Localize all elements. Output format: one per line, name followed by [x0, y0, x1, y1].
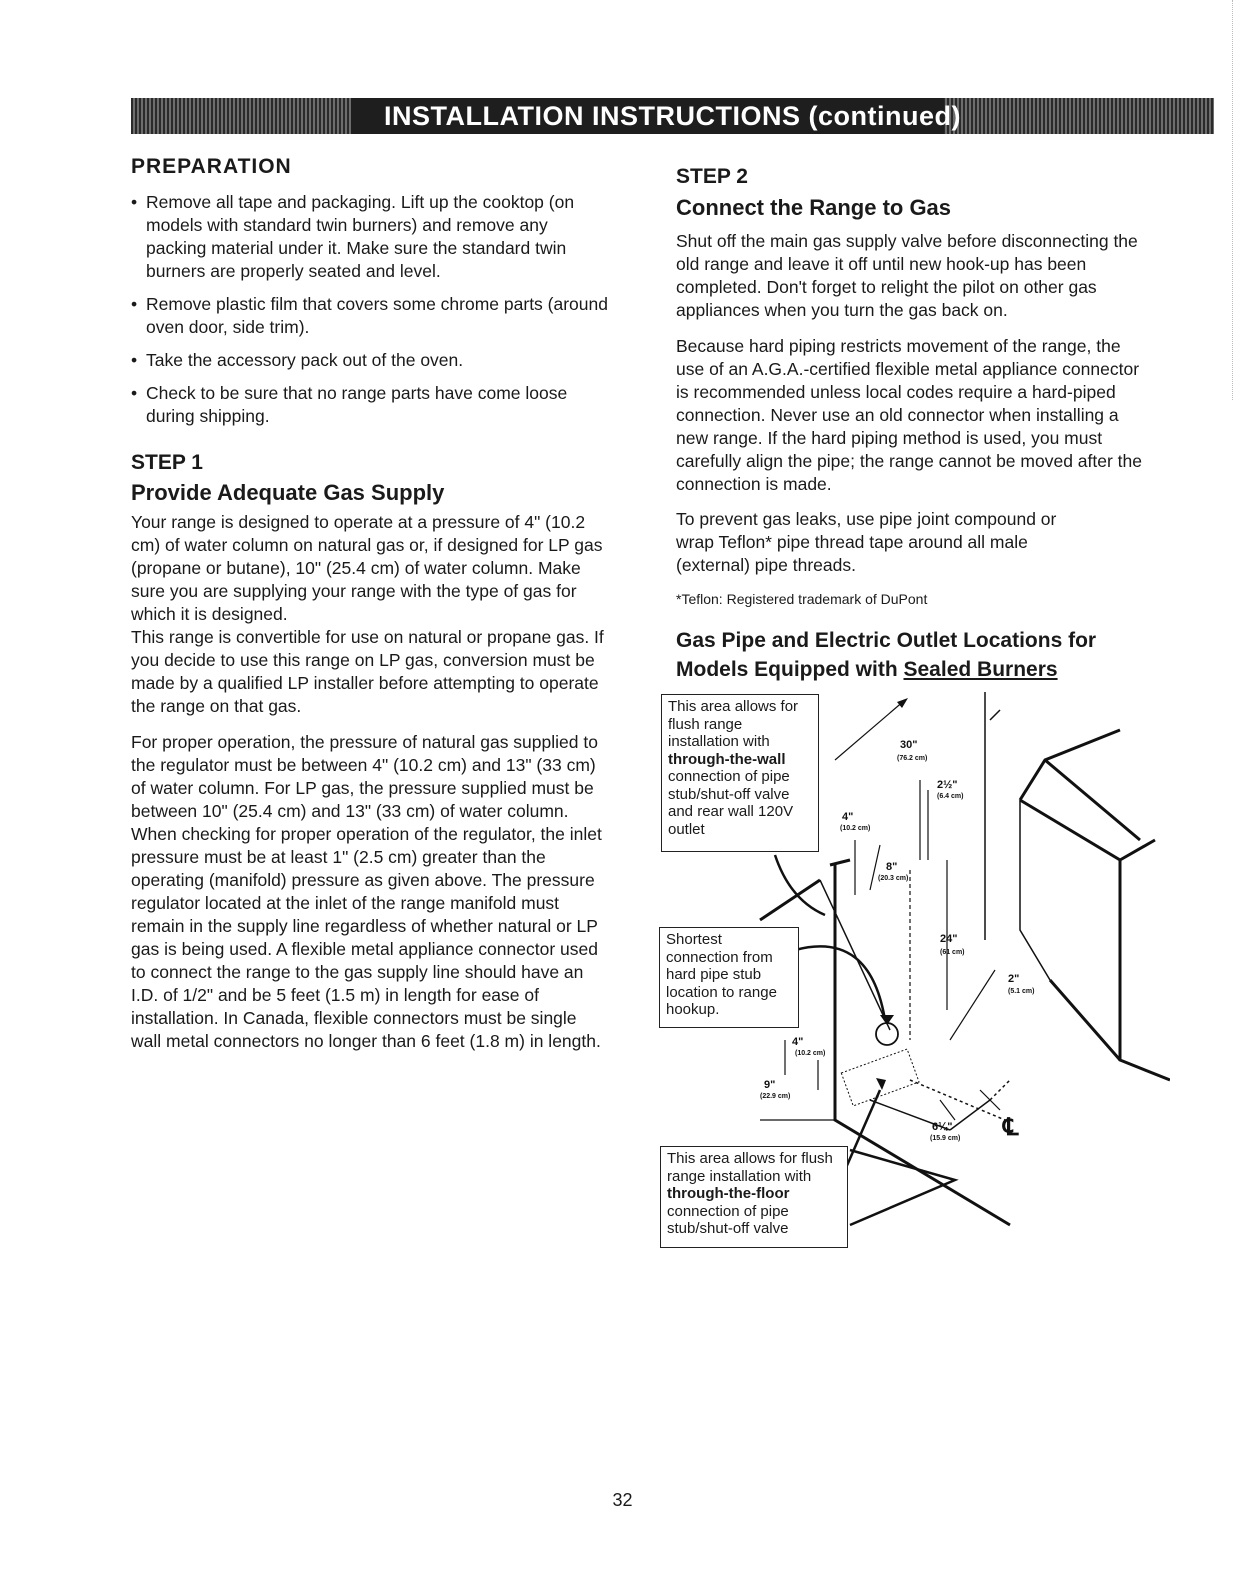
callout-shortest-text: Shortest connection from hard pipe stub location to range hookup.: [666, 931, 777, 1018]
callout-through-wall: [661, 694, 819, 852]
leader-shortest-callout: [795, 946, 885, 1020]
dim-24-label: 24": [940, 933, 958, 945]
step2-paragraph: To prevent gas leaks, use pipe joint compound or wrap Teflon* pipe thread tape around all male (external) pipe threads.: [676, 509, 1057, 575]
callout-floor-bold: through-the-floor: [667, 1185, 790, 1202]
centerline-symbol: ℄: [1003, 1114, 1019, 1141]
dim-9-label: 9": [764, 1079, 776, 1091]
range-top-right-edge: [1120, 840, 1155, 860]
range-top-edge: [1045, 760, 1140, 840]
dim-4-top-label: 4": [842, 811, 854, 823]
floor-back-edge: [830, 860, 850, 865]
page-title: INSTALLATION INSTRUCTIONS (continued): [384, 101, 961, 131]
diagram-title-prefix: Models Equipped with: [676, 658, 904, 681]
dim-4-top-sub: (10.2 cm): [840, 825, 871, 832]
dim-4-bottom-label: 4": [792, 1036, 804, 1048]
header-banner: [131, 98, 1214, 134]
dim-8-line: [870, 845, 880, 890]
step1-label: STEP 1: [131, 451, 203, 474]
diagram-title-line1: Gas Pipe and Electric Outlet Locations for: [676, 629, 1097, 652]
callout-wall-text: This area allows for flush range installation with: [668, 698, 799, 750]
preparation-item: • Remove plastic film that covers some chrome parts (around oven door, side trim).: [131, 293, 611, 339]
diagram-title-underlined: Sealed Burners: [903, 658, 1058, 681]
dim-24-sub: (61 cm): [940, 949, 965, 956]
dim-2-line: [950, 970, 995, 1040]
wall-edge-tick: [990, 710, 1000, 720]
dim-6.25-label: 6¼": [932, 1121, 953, 1133]
callout-through-floor: [660, 1146, 848, 1248]
page-number: 32: [612, 1490, 633, 1510]
step2-paragraph: Shut off the main gas supply valve before disconnecting the old range and leave it off until new hook-up has been completed. Don't forget to relight the pilot on other gas appliances when you turn the gas back on.: [676, 231, 1138, 320]
preparation-item: • Take the accessory pack out of the oven.: [131, 349, 611, 372]
arrowhead: [897, 698, 908, 708]
scan-edge-line: [1232, 0, 1233, 400]
dim-6.25-line: [940, 1100, 955, 1120]
preparation-item: • Remove all tape and packaging. Lift up the cooktop (on models with standard twin burners) and remove any packing material under it. Make sure the standard twin burners are properly seated and level.: [131, 191, 611, 283]
arrowhead: [876, 1078, 886, 1090]
range-front-outline: [1020, 800, 1170, 1080]
callout-floor-text: This area allows for flush range installation with: [667, 1150, 833, 1185]
floor-to-range-line: [950, 1100, 990, 1130]
dim-8-sub: (20.3 cm): [878, 875, 909, 882]
callout-wall-bold: through-the-wall: [668, 750, 786, 768]
dim-6.25-sub: (15.9 cm): [930, 1135, 961, 1142]
dim-30-line: [835, 700, 905, 760]
centerline-tick: [980, 1090, 1000, 1110]
preparation-item: • Check to be sure that no range parts have come loose during shipping.: [131, 382, 611, 428]
range-side-face: [1020, 800, 1050, 980]
dim-8-label: 8": [886, 861, 898, 873]
pipe-stub-zone: [841, 1049, 919, 1106]
dim-30-label: 30": [900, 739, 918, 751]
step1-paragraph: Your range is designed to operate at a pressure of 4" (10.2 cm) of water column on natural gas or, if designed for LP gas (propane or butane), 10" (25.4 cm) of water column. Make sure you are supplying your range with the type of gas for which it is designed.: [131, 512, 603, 624]
lower-diagonal-right: [990, 1080, 1010, 1100]
step2-title: Connect the Range to Gas: [676, 195, 952, 220]
dim-9-sub: (22.9 cm): [760, 1093, 791, 1100]
step2-label: STEP 2: [676, 165, 748, 188]
step2-paragraph: Because hard piping restricts movement of the range, the use of an A.G.A.-certified flexible metal appliance connector is recommended unless local codes require a hard-piped connection. Never use an old connector when installing a new range. If the hard piping method is used, you must carefully align the pipe; the range cannot be moved after the connection is made.: [676, 336, 1142, 494]
preparation-list: [131, 191, 611, 438]
step1-paragraph: For proper operation, the pressure of natural gas supplied to the regulator must be between 4" (10.2 cm) and 13" (33 cm) of water column. For LP gas, the pressure supplied must be between 10" (25.4 cm) and 13" (33 cm) of water column. When checking for proper operation of the regulator, the inlet pressure must be at least 1" (2.5 cm) greater than the operating (manifold) pressure as given above. The pressure regulator located at the inlet of the range manifold must remain in the supply line regardless of whether natural or LP gas is being used. A flexible metal appliance connector used to connect the range to the gas supply line should have an I.D. of 1/2" and be 5 feet (1.5 m) in length for ease of installation. In Canada, flexible connectors must be single wall metal connectors no longer than 6 feet (1.8 m) in length.: [131, 732, 602, 1051]
step1-paragraph: This range is convertible for use on natural or propane gas. If you decide to use this range on LP gas, conversion must be made by a qualified LP installer before attempting to operate the range on that gas.: [131, 627, 604, 716]
callout-floor-text-post: connection of pipe stub/shut-off valve: [667, 1202, 789, 1237]
dim-30-sub: (76.2 cm): [897, 755, 928, 762]
range-top-outline: [1020, 730, 1120, 800]
preparation-heading: PREPARATION: [131, 155, 292, 178]
step1-title: Provide Adequate Gas Supply: [131, 480, 445, 505]
dim-2.5-label: 2½": [937, 779, 958, 791]
pipe-stub-circle: [876, 1023, 898, 1045]
dim-2-label: 2": [1008, 973, 1020, 985]
floor-right-edge: [1050, 980, 1120, 1060]
diagram-title: [676, 626, 1176, 684]
teflon-footnote: *Teflon: Registered trademark of DuPont: [676, 591, 928, 607]
dim-2-sub: (5.1 cm): [1008, 988, 1035, 995]
callout-shortest-connection: [659, 927, 799, 1028]
dim-4-bottom-sub: (10.2 cm): [795, 1050, 826, 1057]
floor-shortest-arrow: [820, 880, 890, 1030]
callout-wall-text-post: connection of pipe stub/shut-off valve and rear wall 120V outlet: [668, 768, 794, 838]
dim-2.5-sub: (6.4 cm): [937, 793, 964, 800]
